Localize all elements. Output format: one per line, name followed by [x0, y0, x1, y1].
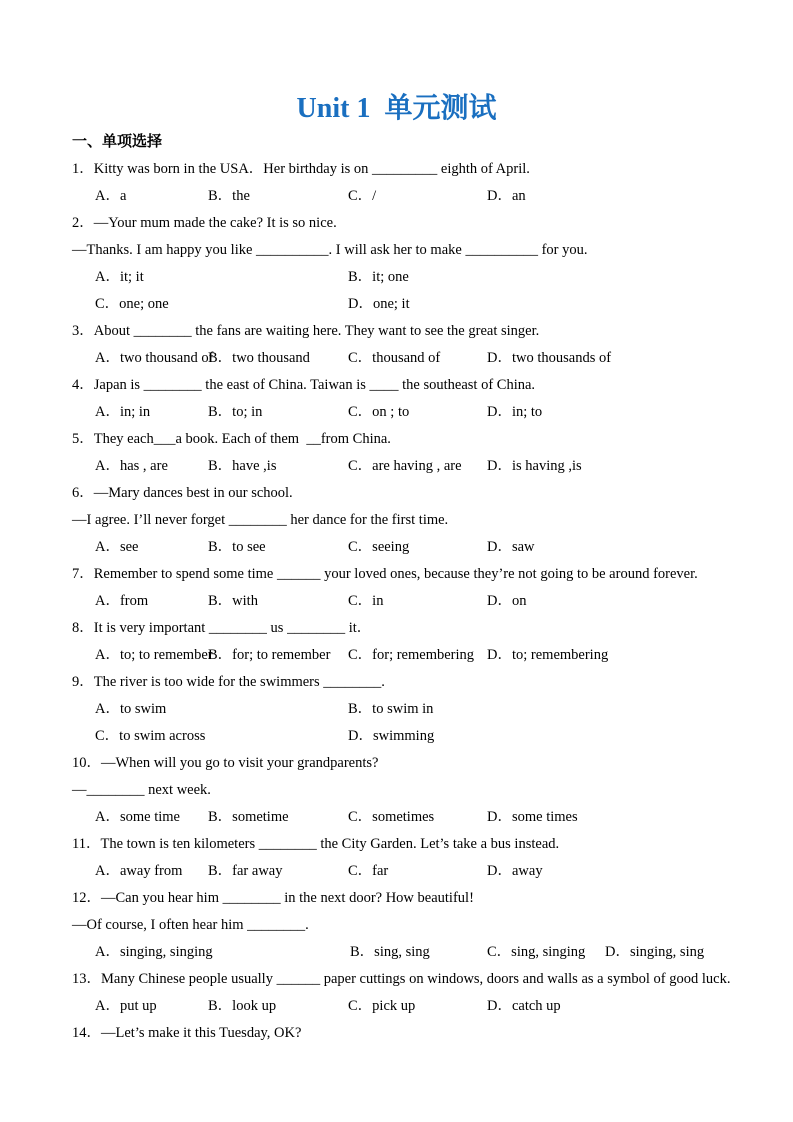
- option: A．has , are: [95, 458, 168, 474]
- option: C．sometimes: [348, 809, 435, 825]
- question-text: 2．—Your mum made the cake? It is so nice.: [72, 215, 337, 231]
- question-text: —I agree. I’ll never forget ________ her dance for the first time.: [72, 512, 449, 528]
- option: D．on: [487, 593, 527, 609]
- option: C．/: [348, 188, 377, 204]
- option-row: [72, 345, 793, 372]
- option: C．on ; to: [348, 404, 410, 420]
- option: B．the: [208, 188, 250, 204]
- option-row: [72, 183, 793, 210]
- option: C．pick up: [348, 998, 416, 1014]
- option: A．in; in: [95, 404, 151, 420]
- option: C．in: [348, 593, 384, 609]
- question-list: [72, 156, 793, 1047]
- option: A．away from: [95, 863, 183, 879]
- option: C．one; one: [95, 296, 169, 312]
- option: D．in; to: [487, 404, 543, 420]
- question-text: 9．The river is too wide for the swimmers ________.: [72, 674, 385, 690]
- question-text: 3．About ________ the fans are waiting here. They want to see the great singer.: [72, 323, 540, 339]
- question-text: 11．The town is ten kilometers ________ the City Garden. Let’s take a bus instead.: [72, 836, 560, 852]
- question-text: —________ next week.: [72, 782, 211, 798]
- question-text: —Of course, I often hear him ________.: [72, 917, 309, 933]
- option: B．for; to remember: [208, 647, 331, 663]
- section-heading: 一、单项选择: [72, 134, 163, 150]
- option: D．some times: [487, 809, 578, 825]
- option: C．for; remembering: [348, 647, 475, 663]
- option: C．sing, singing: [487, 944, 586, 960]
- question-text: —Thanks. I am happy you like __________. I will ask her to make __________ for you.: [72, 242, 588, 258]
- option: B．have ,is: [208, 458, 277, 474]
- option: A．singing, singing: [95, 944, 213, 960]
- option-row: [72, 399, 793, 426]
- option-row: [72, 291, 793, 318]
- option: B．far away: [208, 863, 283, 879]
- question-text: 1．Kitty was born in the USA．Her birthday is on _________ eighth of April.: [72, 161, 530, 177]
- question-text: 14．—Let’s make it this Tuesday, OK?: [72, 1025, 302, 1041]
- option: B．it; one: [348, 269, 409, 285]
- option: B．sing, sing: [350, 944, 430, 960]
- question-text: 12．—Can you hear him ________ in the next door? How beautiful!: [72, 890, 474, 906]
- option: B．to swim in: [348, 701, 434, 717]
- option: C．seeing: [348, 539, 410, 555]
- option-row: [72, 804, 793, 831]
- option: D．an: [487, 188, 526, 204]
- option: D．is having ,is: [487, 458, 582, 474]
- option: A．from: [95, 593, 149, 609]
- option: D．two thousands of: [487, 350, 612, 366]
- option-row: [72, 696, 793, 723]
- option: D．one; it: [348, 296, 410, 312]
- option: C．are having , are: [348, 458, 462, 474]
- option: B．to; in: [208, 404, 263, 420]
- option-row: [72, 939, 793, 966]
- option: D．away: [487, 863, 543, 879]
- option: D．to; remembering: [487, 647, 609, 663]
- option-row: [72, 534, 793, 561]
- option: C．to swim across: [95, 728, 206, 744]
- option-row: [72, 642, 793, 669]
- option: D．saw: [487, 539, 535, 555]
- option-row: [72, 993, 793, 1020]
- question-text: 10．—When will you go to visit your grandparents?: [72, 755, 379, 771]
- option: B．look up: [208, 998, 277, 1014]
- option: A．two thousand of: [95, 350, 214, 366]
- question-text: 7．Remember to spend some time ______ your loved ones, because they’re not going to be around forever.: [72, 566, 698, 582]
- option: C．far: [348, 863, 389, 879]
- question-text: 4．Japan is ________ the east of China. Taiwan is ____ the southeast of China.: [72, 377, 536, 393]
- question-text: 13．Many Chinese people usually ______ paper cuttings on windows, doors and walls as a symbol of good luck.: [72, 971, 731, 987]
- option-row: [72, 723, 793, 750]
- option: B．with: [208, 593, 258, 609]
- option-row: [72, 858, 793, 885]
- page-title: Unit 1 单元测试: [296, 93, 497, 124]
- option: A．a: [95, 188, 127, 204]
- question-text: 5．They each___a book. Each of them __from China.: [72, 431, 391, 447]
- option: A．put up: [95, 998, 157, 1014]
- option: A．it; it: [95, 269, 144, 285]
- option: D．singing, sing: [605, 944, 705, 960]
- option: A．to; to remember: [95, 647, 213, 663]
- option: B．to see: [208, 539, 266, 555]
- option: A．see: [95, 539, 139, 555]
- question-text: 6．—Mary dances best in our school.: [72, 485, 293, 501]
- option-row: [72, 588, 793, 615]
- option: A．to swim: [95, 701, 167, 717]
- question-text: 8．It is very important ________ us ________ it．: [72, 620, 372, 636]
- option: C．thousand of: [348, 350, 441, 366]
- option-row: [72, 453, 793, 480]
- option: B．sometime: [208, 809, 289, 825]
- option: B．two thousand: [208, 350, 310, 366]
- option-row: [72, 264, 793, 291]
- option: D．catch up: [487, 998, 561, 1014]
- option: D．swimming: [348, 728, 435, 744]
- option: A．some time: [95, 809, 180, 825]
